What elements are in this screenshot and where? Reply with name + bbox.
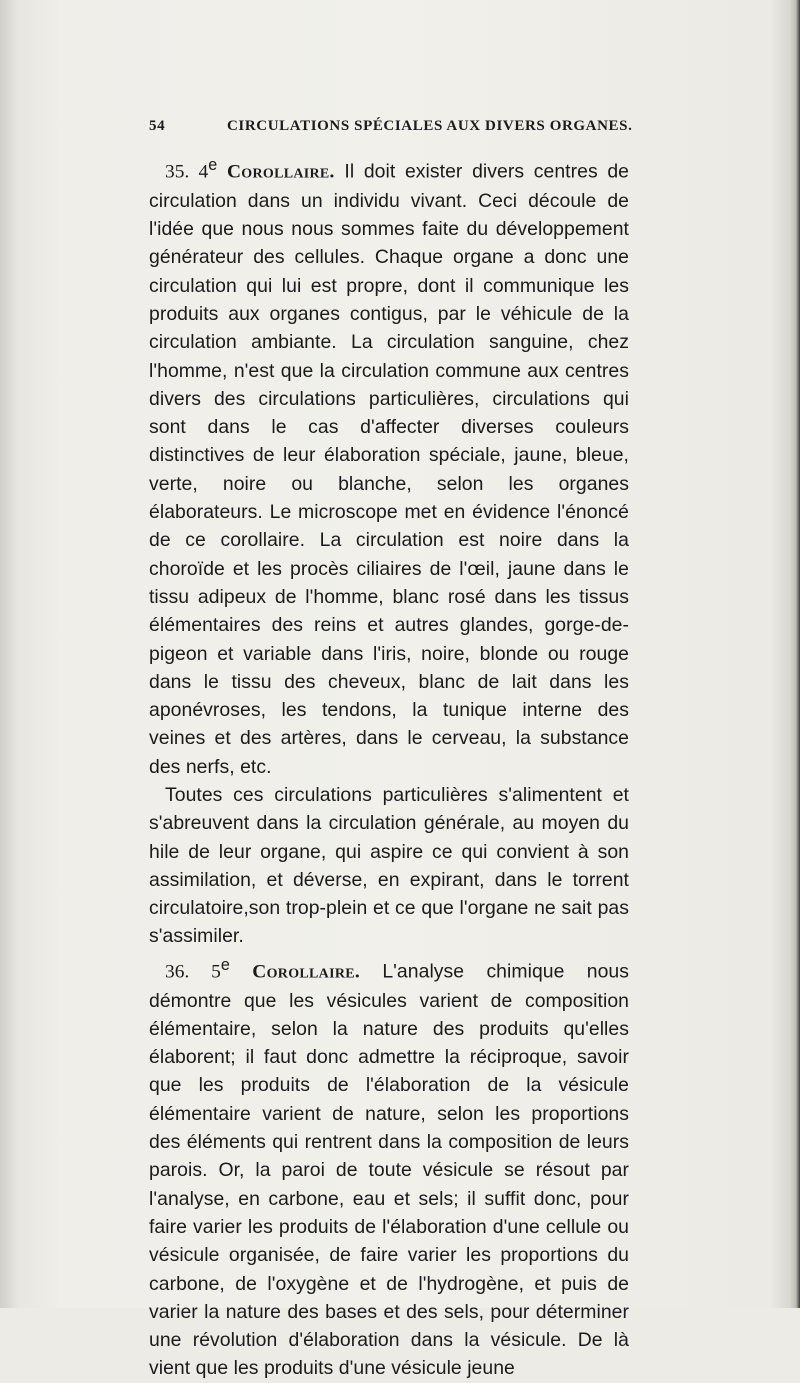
- paragraph-number: 36. 5: [165, 961, 221, 983]
- running-header: [149, 118, 639, 135]
- ordinal-suffix: e: [220, 955, 230, 974]
- body-text: [149, 151, 629, 1383]
- page-gutter-shadow: [0, 0, 18, 1308]
- paragraph-heading: Corollaire.: [252, 961, 361, 983]
- paragraph-heading: Corollaire.: [226, 161, 335, 183]
- paragraph-text: L'analyse chimique nous démontre que les vésicules varient de composition élémentaire, selon la nature des produits qu'elles élaborent; il faut donc admettre la réciproque, savoir que les produits de l'élaboration de la vésicule élémentaire varient de nature, selon les proportions des éléments qui rentrent dans la composition de leurs parois. Or, la paroi de toute vésicule se résout par l'analyse, en carbone, eau et sels; il suffit donc, pour faire varier les produits de l'élaboration d'une cellule ou vésicule organisée, de faire varier les proportions du carbone, de l'oxygène et de l'hydrogène, et puis de varier la nature des bases et des sels, pour déterminer une révolution d'élaboration dans la vésicule. De là vient que les produits d'une vésicule jeune: [149, 960, 630, 1380]
- paragraph-35: [149, 151, 629, 781]
- paragraph-36: [149, 951, 629, 1383]
- page-edge: [790, 0, 800, 1308]
- ordinal-suffix: e: [208, 156, 218, 174]
- paragraph-text: Toutes ces circulations particulières s'alimentent et s'abreuvent dans la circulation générale, au moyen du hile de leur organe, qui aspire ce qui convient à son assimilation, et déverse, en expirant, dans le torrent circulatoire,son trop-plein et ce que l'organe ne sait pas s'assimiler.: [149, 784, 629, 948]
- page-number: 54: [149, 118, 166, 134]
- paragraph-text: Il doit exister divers centres de circulation dans un individu vivant. Ceci découle de l'idée que nous nous sommes faite du développement générateur des cellules. Chaque organe a donc une circulation qui lui est propre, dont il communique les produits aux organes contigus, par le véhicule de la circulation ambiante. La circulation sanguine, chez l'homme, n'est que la circulation commune aux centres divers des circulations particulières, circulations qui sont dans le cas d'affecter diverses couleurs distinctives de leur élaboration spéciale, jaune, bleue, verte, noire ou blanche, selon les organes élaborateurs. Le microscope met en évidence l'énoncé de ce corollaire. La circulation est noire dans la choroïde et les procès ciliaires de l'œil, jaune dans le tissu adipeux de l'homme, blanc rosé dans les tissus élémentaires des reins et autres glandes, gorge-de-pigeon et variable dans l'iris, noire, blonde ou rouge dans le tissu des cheveux, blanc de lait dans les aponévroses, les tendons, la tunique interne des veines et des artères, dans le cerveau, la substance des nerfs, etc.: [149, 160, 630, 778]
- running-title: CIRCULATIONS SPÉCIALES AUX DIVERS ORGANES.: [227, 118, 633, 134]
- paragraph-number: 35. 4: [165, 161, 209, 183]
- paragraph-continuation: [149, 781, 629, 951]
